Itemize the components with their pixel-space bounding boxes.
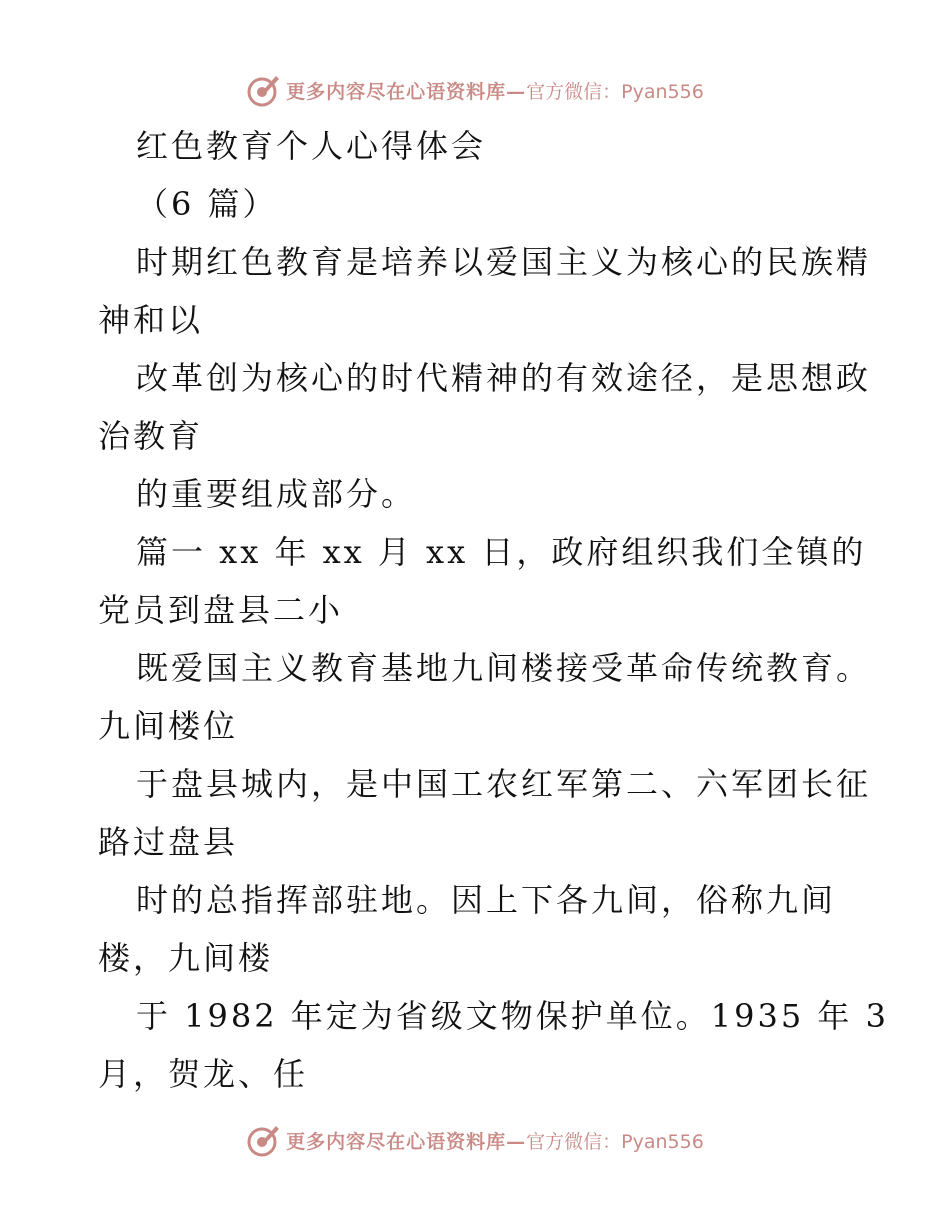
paragraph-line: 时的总指挥部驻地。因上下各九间，俗称九间 [136, 881, 837, 919]
quill-logo-icon [246, 72, 282, 108]
document-body [98, 117, 889, 1103]
paragraph-line: 神和以 [98, 301, 204, 339]
banner-site-text: 更多内容尽在心语资料库— [286, 1130, 527, 1153]
paragraph-line: 篇一 xx 年 xx 月 xx 日，政府组织我们全镇的 [136, 533, 867, 571]
paragraph-line: 于盘县城内，是中国工农红军第二、六军团长征 [136, 765, 872, 803]
paragraph-line: 时期红色教育是培养以爱国主义为核心的民族精 [136, 243, 872, 281]
banner-site-text: 更多内容尽在心语资料库— [286, 80, 527, 103]
paragraph-line: 楼，九间楼 [98, 939, 274, 977]
paragraph-line: 的重要组成部分。 [136, 475, 417, 513]
paragraph-line: 党员到盘县二小 [98, 591, 344, 629]
quill-logo-icon [246, 1122, 282, 1158]
footer-banner [0, 1120, 950, 1160]
paragraph-line: 既爱国主义教育基地九间楼接受革命传统教育。 [136, 649, 872, 687]
header-banner [0, 70, 950, 110]
banner-wechat-text: 官方微信：Pyan556 [526, 1130, 704, 1153]
banner-wechat-text: 官方微信：Pyan556 [526, 80, 704, 103]
document-subtitle: （6 篇） [136, 185, 278, 223]
paragraph-line: 路过盘县 [98, 823, 239, 861]
paragraph-line: 九间楼位 [98, 707, 239, 745]
paragraph-line: 改革创为核心的时代精神的有效途径，是思想政 [136, 359, 872, 397]
paragraph-line: 月，贺龙、任 [98, 1055, 309, 1093]
paragraph-line: 治教育 [98, 417, 204, 455]
document-title: 红色教育个人心得体会 [136, 127, 487, 165]
paragraph-line: 于 1982 年定为省级文物保护单位。1935 年 3 [136, 997, 889, 1035]
